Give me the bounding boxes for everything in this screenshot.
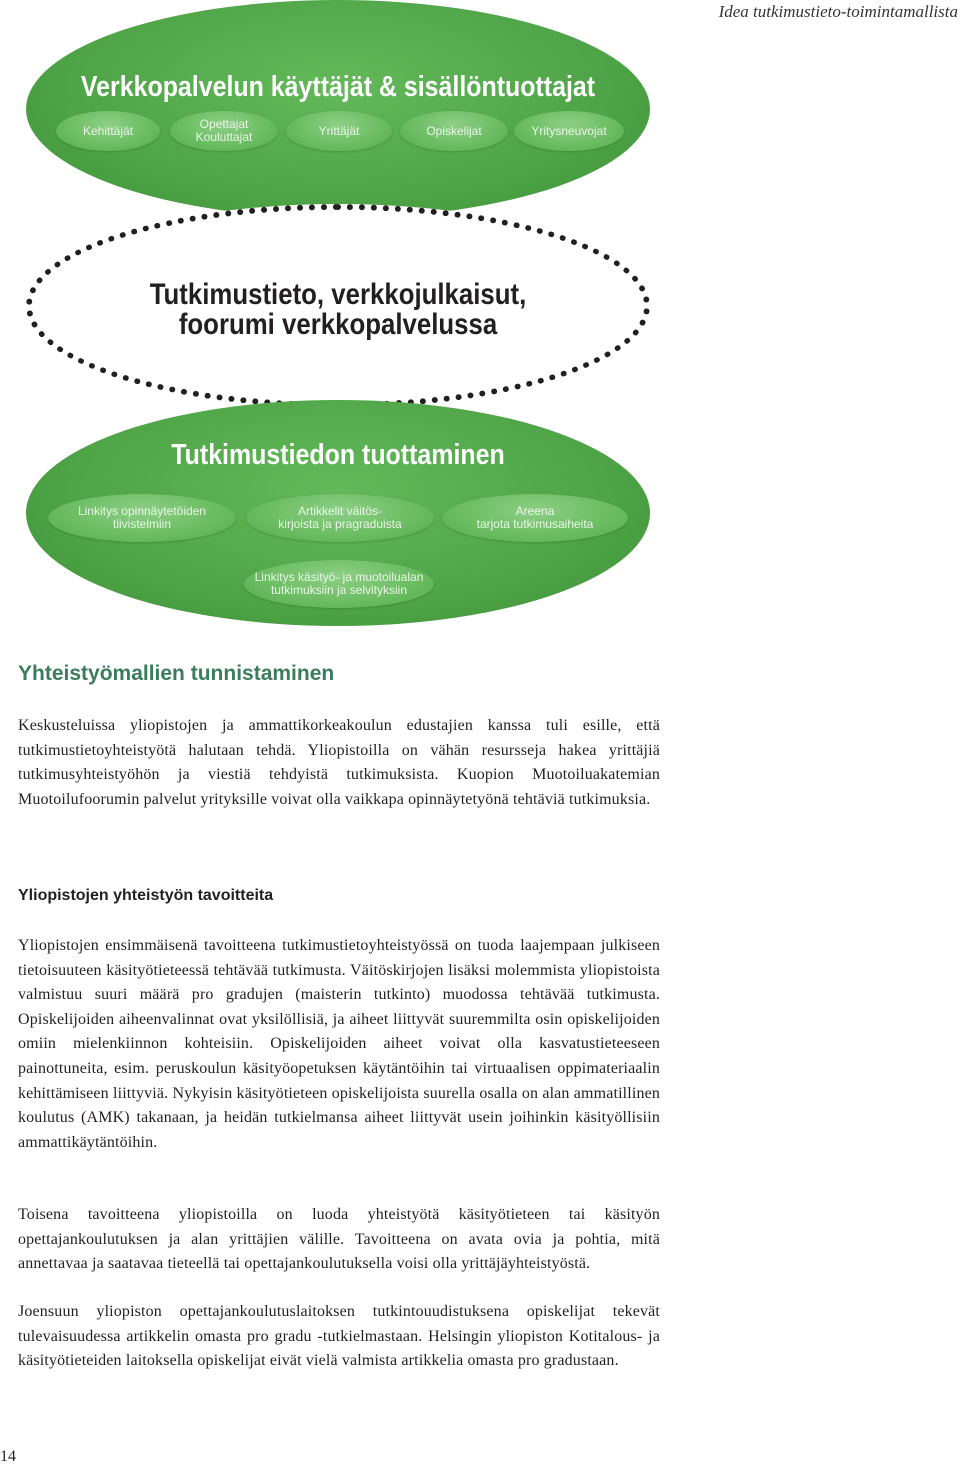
running-head: Idea tutkimustieto-toimintamallista	[718, 2, 958, 21]
pill-areena: Areena tarjota tutkimusaiheita	[442, 494, 628, 542]
page-number: 14	[0, 1448, 16, 1465]
section-paragraph: Keskusteluissa yliopistojen ja ammattikorkeakoulun edustajien kanssa tuli esille, että tutkimustietoyhteistyötä halutaan tehdä. Yliopistoilla on vähän resursseja hakea yrittäjiä tutkimusyhteistyöhön ja viestiä tehdyistä tutkimuksista. Kuopion Muotoiluakatemian Muotoilufoorumin palvelut yrityksille voivat olla vaikkapa opinnäytetyönä tehtäviä tutkimuksia.	[18, 717, 660, 808]
web-service-title-line2: foorumi verkkopalvelussa	[178, 308, 498, 341]
pill-yritysneuvojat: Yritysneuvojat	[514, 111, 624, 151]
subsection-heading: Yliopistojen yhteistyön tavoitteita	[18, 887, 274, 904]
pill-kehittajat: Kehittäjät	[56, 111, 160, 151]
research-production-title: Tutkimustiedon tuottaminen	[171, 439, 505, 471]
subsection-paragraph-1: Yliopistojen ensimmäisenä tavoitteena tutkimustietoyhteistyössä on tuoda laajempaan julkiseen tietoisuuteen käsityötieteessä tehtävää tutkimusta. Väitöskirjojen lisäksi molemmista yliopistoista valmistuu suuri määrä pro gradujen (maisterin tutkinto) muodossa tehtävää tutkimusta. Opiskelijoiden aiheenvalinnat ovat yksilöllisiä, ja aiheet liittyvät suuremmilta osin opiskelijoiden omiin mielenkiinnon kohteisiin. Opiskelijoiden aiheet voivat olla kasvatustieteeseen painottuneita, esim. peruskoulun käsityöopetuksen käytäntöihin tai virtuaalisen oppimateriaalin kehittämiseen liittyviä. Nykyisin käsityötieteen opiskelijoista suurella osalla on alan ammatillinen koulutus (AMK) takanaan, ja heidän tutkielmansa aiheet liittyvät usein joihinkin käsityöllisiin ammattikäytäntöihin.	[18, 937, 660, 1151]
research-model-diagram	[0, 0, 960, 640]
subsection-paragraph-3: Joensuun yliopiston opettajankoulutuslaitoksen tutkintouudistuksena opiskelijat tekevät tulevaisuudessa artikkelin omasta pro gradu -tutkielmastaan. Helsingin yliopiston Kotitalous- ja käsityötieteiden laitoksella opiskelijat eivät vielä valmista artikkelia omasta pro gradustaan.	[18, 1303, 660, 1370]
web-service-title-line1: Tutkimustieto, verkkojulkaisut,	[149, 278, 527, 311]
subsection-paragraph-2: Toisena tavoitteena yliopistoilla on luoda yhteistyötä käsityötieteen tai käsityön opettajankoulutuksen ja alan yrittäjien välille. Tavoitteena on avata ovia ja pohtia, mitä annettavaa ja saatavaa tieteellä tai opettajankoulutuksella voisi olla yrittäjäyhteistyöstä.	[18, 1206, 660, 1273]
users-title: Verkkopalvelun käyttäjät & sisällöntuottajat	[80, 71, 596, 103]
pill-yrittajat: Yrittäjät	[286, 111, 392, 151]
pill-articles: Artikkelit väitös- kirjoista ja pragraduista	[246, 494, 434, 542]
pill-opiskelijat: Opiskelijat	[400, 111, 508, 151]
pill-opettajat: Opettajat Kouluttajat	[170, 111, 278, 151]
pill-research-links: Linkitys käsityö- ja muotoilualan tutkimuksiin ja selvityksiin	[244, 560, 434, 608]
users-ellipse	[26, 0, 650, 218]
pill-thesis-abstracts: Linkitys opinnäytetöiden tiivistelmiin	[48, 494, 236, 542]
section-heading: Yhteistyömallien tunnistaminen	[18, 662, 335, 685]
